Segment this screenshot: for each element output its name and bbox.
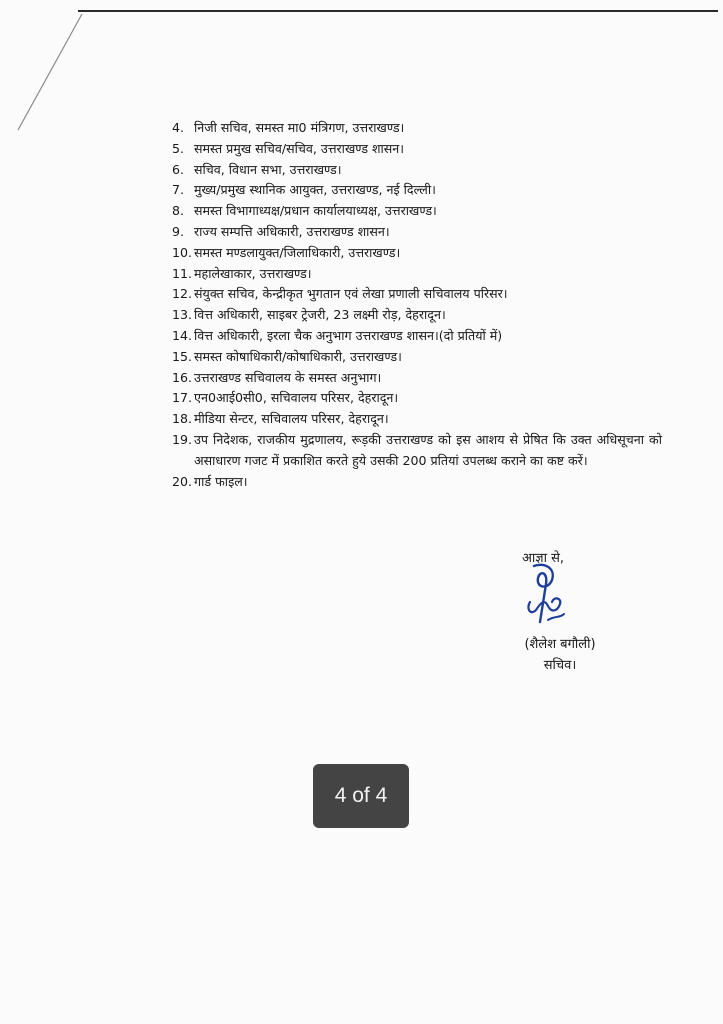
list-item-text: समस्त कोषाधिकारी/कोषाधिकारी, उत्तराखण्ड। — [194, 348, 402, 364]
list-item — [172, 388, 662, 409]
list-item — [172, 201, 662, 222]
list-item-text: संयुक्त सचिव, केन्द्रीकृत भुगतान एवं लेखा प्रणाली सचिवालय परिसर। — [194, 286, 508, 302]
list-item — [172, 222, 662, 243]
list-item — [172, 368, 662, 389]
list-item-text: वित्त अधिकारी, साइबर ट्रेजरी, 23 लक्ष्मी रोड़, देहरादून। — [194, 307, 446, 323]
list-item-number: 6. — [172, 161, 185, 177]
list-item — [172, 409, 662, 430]
list-item-number: 13. — [172, 307, 193, 323]
list-item-number: 7. — [172, 182, 185, 198]
signatory-name: (शैलेश बगौली) — [524, 637, 596, 652]
list-item-number: 11. — [172, 265, 193, 281]
list-item — [172, 347, 662, 368]
list-item — [172, 139, 662, 160]
list-item — [172, 180, 662, 201]
signature-block — [500, 548, 620, 688]
list-item — [172, 472, 662, 493]
list-item-number: 18. — [172, 411, 193, 427]
list-item-number: 4. — [172, 120, 185, 135]
list-item-text: मुख्य/प्रमुख स्थानिक आयुक्त, उत्तराखण्ड, नई दिल्ली। — [194, 182, 436, 198]
list-item-text: समस्त विभागाध्यक्ष/प्रधान कार्यालयाध्यक्ष, उत्तराखण्ड। — [194, 203, 437, 219]
list-item-text: महालेखाकार, उत्तराखण्ड। — [194, 265, 312, 281]
distribution-list — [172, 118, 662, 492]
list-item-number: 14. — [172, 327, 193, 343]
page-fold-line — [0, 0, 90, 140]
list-item — [172, 243, 662, 264]
list-item-text: वित्त अधिकारी, इरला चैक अनुभाग उत्तराखण्ड शासन।(दो प्रतियों में) — [194, 327, 503, 343]
list-item-text: निजी सचिव, समस्त मा0 मंत्रिगण, उत्तराखण्ड। — [194, 120, 405, 135]
signatory-designation: सचिव। — [543, 658, 577, 673]
list-item-text: गार्ड फाइल। — [194, 473, 248, 489]
list-item — [172, 326, 662, 347]
list-item-text: समस्त मण्डलायुक्त/जिलाधिकारी, उत्तराखण्ड। — [194, 244, 401, 260]
list-item-text: मीडिया सेन्टर, सचिवालय परिसर, देहरादून। — [194, 411, 389, 427]
list-item-text: सचिव, विधान सभा, उत्तराखण्ड। — [194, 161, 342, 177]
handwritten-signature — [514, 558, 574, 630]
list-item-number: 16. — [172, 369, 193, 385]
list-item-number: 5. — [172, 140, 185, 156]
list-item — [172, 284, 662, 305]
list-item-text: समस्त प्रमुख सचिव/सचिव, उत्तराखण्ड शासन। — [194, 140, 405, 156]
list-item-number: 20. — [172, 473, 193, 489]
list-item-number: 12. — [172, 286, 193, 302]
list-item-number: 17. — [172, 390, 193, 406]
list-item-number: 9. — [172, 223, 185, 239]
list-item — [172, 430, 662, 472]
list-item-text: राज्य सम्पत्ति अधिकारी, उत्तराखण्ड शासन। — [194, 223, 390, 239]
list-item-number: 19. — [172, 431, 193, 447]
list-item-number: 8. — [172, 203, 185, 219]
by-order-text: आज्ञा से, — [522, 551, 565, 566]
list-item — [172, 160, 662, 181]
list-item-text: एन0आई0सी0, सचिवालय परिसर, देहरादून। — [194, 390, 399, 406]
page-indicator: 4 of 4 — [313, 764, 409, 828]
list-item-text: उप निदेशक, राजकीय मुद्रणालय, रूड़की उत्तराखण्ड को इस आशय से प्रेषित कि उक्त अधिसूचना को असाधारण गजट में प्रकाशित करते हुये उसकी 200 प्रतियां उपलब्ध कराने का कष्ट करें। — [194, 431, 662, 468]
list-item — [172, 264, 662, 285]
page-top-edge — [78, 10, 718, 12]
list-item — [172, 305, 662, 326]
list-item-number: 10. — [172, 244, 193, 260]
list-item-text: उत्तराखण्ड सचिवालय के समस्त अनुभाग। — [194, 369, 382, 385]
list-item-number: 15. — [172, 348, 193, 364]
list-item — [172, 118, 662, 139]
